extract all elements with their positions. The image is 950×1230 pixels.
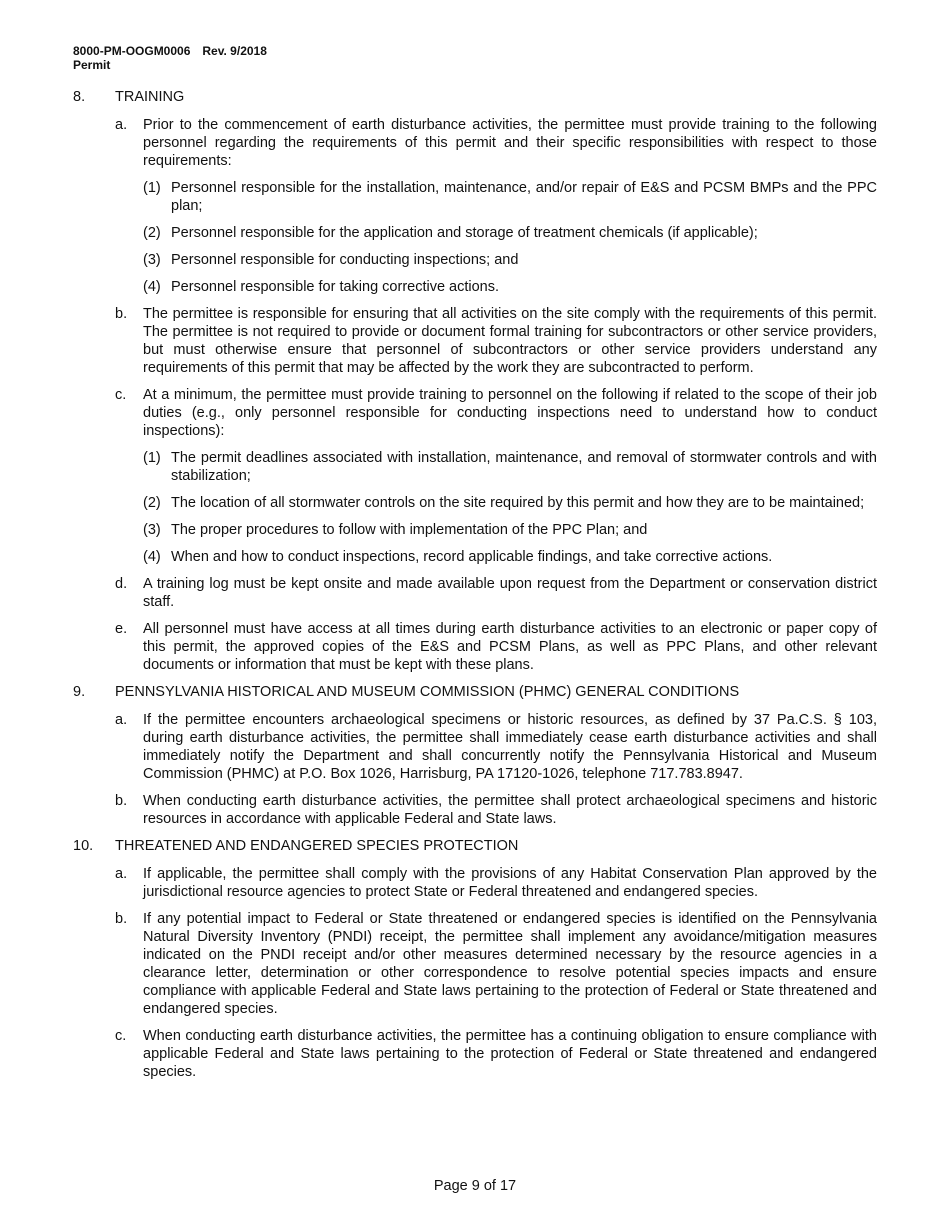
item-letter: d. xyxy=(115,576,128,592)
item-letter: b. xyxy=(115,793,128,809)
sub-item-text: The location of all stormwater controls on the site required by this permit and how they are to be maintained; xyxy=(171,495,865,511)
sub-item-number: (1) xyxy=(143,180,161,196)
sub-item-number: (2) xyxy=(143,495,161,511)
sub-item xyxy=(143,548,877,566)
condition-item xyxy=(115,792,877,828)
item-letter: a. xyxy=(115,117,128,133)
item-body xyxy=(143,865,877,901)
item-text: If any potential impact to Federal or State threatened or endangered species is identified on the Pennsylvania Natural Diversity Inventory (PNDI) receipt, the permittee shall implement any avoidance/mitigation measures indicated on the PNDI receipt and/or other measures determined necessary by the resource agencies in a clearance letter, determination or other correspondence to resolve potential species impacts and ensure compliance with applicable Federal and State laws pertaining to the protection of Federal or State threatened and endangered species. xyxy=(143,911,877,1017)
item-body xyxy=(143,792,877,828)
form-header xyxy=(73,44,279,72)
item-body xyxy=(143,1027,877,1081)
item-text: If applicable, the permittee shall comply with the provisions of any Habitat Conservation Plan approved by the jurisdictional resource agencies to protect State or Federal threatened and endangered species. xyxy=(143,866,877,900)
sub-item-text: Personnel responsible for the application and storage of treatment chemicals (if applicable); xyxy=(171,225,758,241)
item-body xyxy=(143,386,877,566)
sub-item-text: Personnel responsible for the installation, maintenance, and/or repair of E&S and PCSM BMPs and the PPC plan; xyxy=(171,180,877,214)
sub-item-text: When and how to conduct inspections, record applicable findings, and take corrective actions. xyxy=(171,549,773,565)
item-body xyxy=(143,575,877,611)
item-letter: b. xyxy=(115,911,128,927)
item-text: When conducting earth disturbance activities, the permittee has a continuing obligation to ensure compliance with applicable Federal and State laws pertaining to the protection of Federal or State threatened and endangered species. xyxy=(143,1028,877,1080)
condition-item xyxy=(115,865,877,901)
permit-section xyxy=(73,88,877,674)
section-heading xyxy=(73,837,877,855)
condition-item xyxy=(115,116,877,296)
sub-item-text: The proper procedures to follow with implementation of the PPC Plan; and xyxy=(171,522,648,538)
sub-item-number: (3) xyxy=(143,522,161,538)
condition-item xyxy=(115,305,877,377)
permit-section xyxy=(73,683,877,828)
sub-item xyxy=(143,449,877,485)
form-number: 8000-PM-OOGM0006 xyxy=(73,44,191,58)
condition-item xyxy=(115,910,877,1018)
item-letter: e. xyxy=(115,621,128,637)
sub-item-number: (3) xyxy=(143,252,161,268)
sub-item-number: (4) xyxy=(143,549,161,565)
item-body xyxy=(143,711,877,783)
item-text: All personnel must have access at all times during earth disturbance activities to an electronic or paper copy of this permit, the approved copies of the E&S and PCSM Plans, as well as PPC Plans, and other relevant documents or information that must be kept with these plans. xyxy=(143,621,877,673)
item-letter: c. xyxy=(115,387,127,403)
page-number: Page 9 of 17 xyxy=(433,1178,517,1194)
item-body xyxy=(143,620,877,674)
sub-item xyxy=(143,494,877,512)
item-body xyxy=(143,305,877,377)
section-title: THREATENED AND ENDANGERED SPECIES PROTECTION xyxy=(115,838,519,854)
condition-item xyxy=(115,711,877,783)
item-text: The permittee is responsible for ensuring that all activities on the site comply with the requirements of this permit. The permittee is not required to provide or document formal training for subcontractors or other service providers, but must otherwise ensure that personnel of subcontractors or other service providers understand any requirements of this permit that may be affected by the work they are subcontracted to perform. xyxy=(143,306,877,376)
section-heading xyxy=(73,88,877,106)
permit-body xyxy=(73,88,877,1090)
permit-section xyxy=(73,837,877,1081)
item-text: At a minimum, the permittee must provide training to personnel on the following if related to the scope of their job duties (e.g., only personnel responsible for conducting inspections need to understand how to conduct inspections): xyxy=(143,387,877,439)
document-type: Permit xyxy=(73,58,111,72)
item-letter: b. xyxy=(115,306,128,322)
item-letter: c. xyxy=(115,1028,127,1044)
section-number: 8. xyxy=(73,89,86,105)
sub-item-text: The permit deadlines associated with installation, maintenance, and removal of stormwater controls and with stabilization; xyxy=(171,450,877,484)
item-text: Prior to the commencement of earth disturbance activities, the permittee must provide training to the following personnel regarding the requirements of this permit and their specific responsibilities with respect to those requirements: xyxy=(143,117,877,169)
sub-item-number: (2) xyxy=(143,225,161,241)
condition-item xyxy=(115,386,877,566)
revision-label: Rev. 9/2018 xyxy=(202,44,267,58)
condition-item xyxy=(115,575,877,611)
sub-item xyxy=(143,224,877,242)
section-heading xyxy=(73,683,877,701)
sub-item-number: (4) xyxy=(143,279,161,295)
sub-item-text: Personnel responsible for conducting inspections; and xyxy=(171,252,519,268)
item-body xyxy=(143,910,877,1018)
sub-item-text: Personnel responsible for taking corrective actions. xyxy=(171,279,500,295)
section-title: PENNSYLVANIA HISTORICAL AND MUSEUM COMMISSION (PHMC) GENERAL CONDITIONS xyxy=(115,684,740,700)
section-number: 9. xyxy=(73,684,86,700)
condition-item xyxy=(115,1027,877,1081)
item-text: A training log must be kept onsite and made available upon request from the Department or conservation district staff. xyxy=(143,576,877,610)
item-body xyxy=(143,116,877,296)
sub-item xyxy=(143,179,877,215)
sub-item xyxy=(143,251,877,269)
item-letter: a. xyxy=(115,866,128,882)
section-title: TRAINING xyxy=(115,89,185,105)
item-text: When conducting earth disturbance activities, the permittee shall protect archaeological specimens and historic resources in accordance with applicable Federal and State laws. xyxy=(143,793,877,827)
item-text: If the permittee encounters archaeological specimens or historic resources, as defined by 37 Pa.C.S. § 103, during earth disturbance activities, the permittee shall immediately cease earth disturbance activities and shall immediately notify the Department and shall concurrently notify the Pennsylvania Historical and Museum Commission (PHMC) at P.O. Box 1026, Harrisburg, PA 17120-1026, telephone 717.783.8947. xyxy=(143,712,877,782)
sub-item-number: (1) xyxy=(143,450,161,466)
sub-item xyxy=(143,278,877,296)
item-letter: a. xyxy=(115,712,128,728)
sub-item xyxy=(143,521,877,539)
condition-item xyxy=(115,620,877,674)
section-number: 10. xyxy=(73,838,94,854)
